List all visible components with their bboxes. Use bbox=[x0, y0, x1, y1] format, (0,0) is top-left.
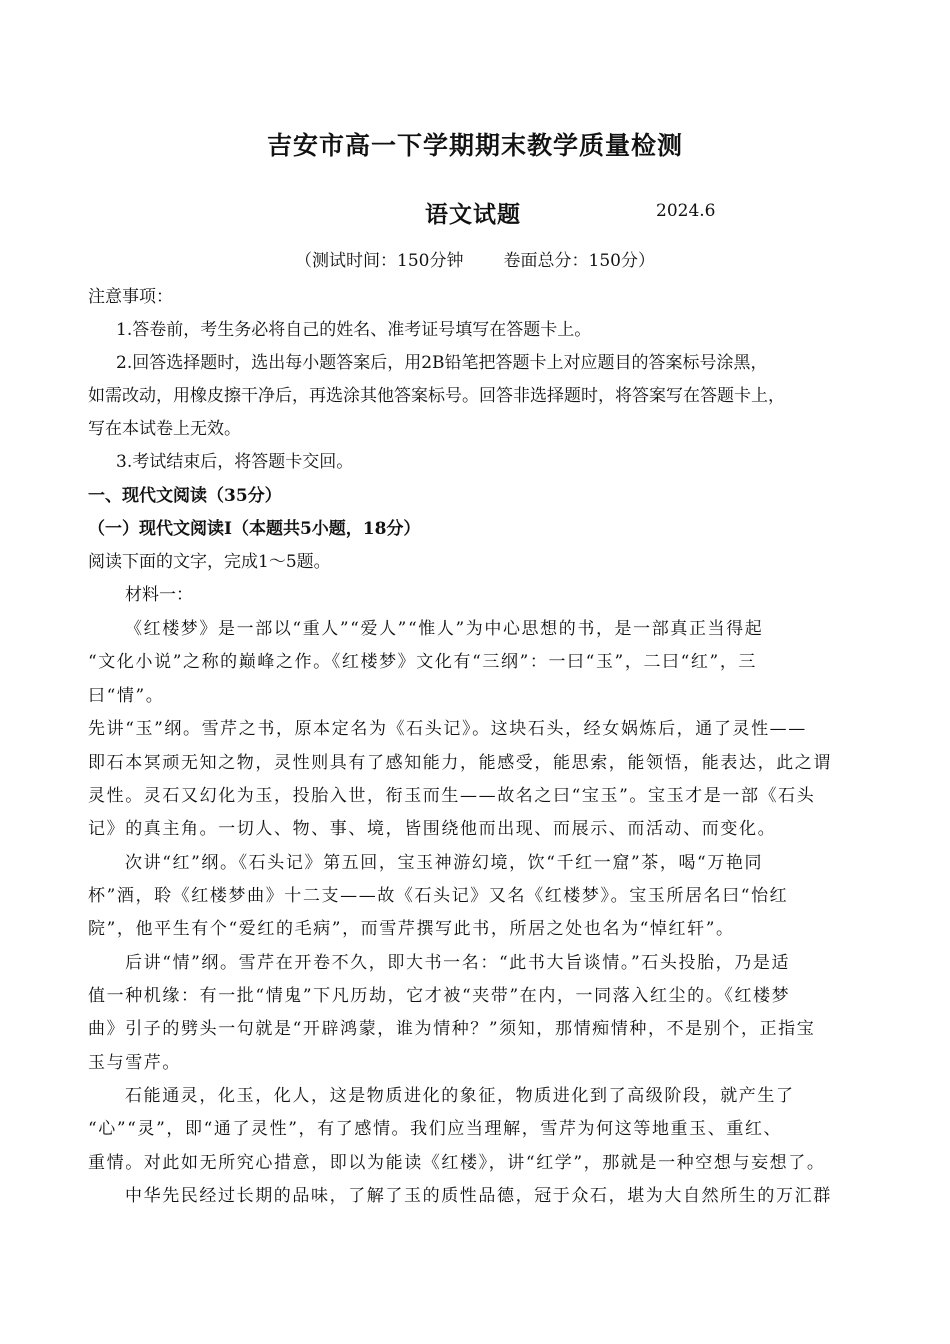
notice-heading: 注意事项： bbox=[88, 287, 173, 307]
text-line: “文化小说”之称的巅峰之作。《红楼梦》文化有“三纲”：一曰“玉”，二曰“红”，三 bbox=[88, 652, 758, 672]
text-line: 记》的真主角。一切人、物、事、境，皆围绕他而出现、而展示、而活动、而变化。 bbox=[88, 819, 777, 839]
notice-line: 2.回答选择题时，选出每小题答案后，用2B铅笔把答题卡上对应题目的答案标号涂黑， bbox=[116, 353, 768, 373]
instruction: 阅读下面的文字，完成1～5题。 bbox=[88, 552, 331, 572]
text-line: 《红楼梦》是一部以“重人”“爱人”“惟人”为中心思想的书，是一部真正当得起 bbox=[125, 619, 764, 639]
text-line: 后讲“情”纲。雪芹在开卷不久，即大书一名：“此书大旨谈情。”石头投胎，乃是适 bbox=[125, 953, 791, 973]
text-line: 曰“情”。 bbox=[88, 686, 165, 706]
text-line: 即石本冥顽无知之物，灵性则具有了感知能力，能感受，能思索，能领悟，能表达，此之谓 bbox=[88, 753, 832, 773]
material-label: 材料一： bbox=[125, 585, 193, 605]
exam-date: 2024.6 bbox=[656, 201, 716, 221]
exam-title: 吉安市高一下学期期末教学质量检测 bbox=[266, 131, 683, 160]
text-line: 中华先民经过长期的品味，了解了玉的质性品德，冠于众石，堪为大自然所生的万汇群 bbox=[125, 1186, 832, 1206]
text-line: 杯”酒，聆《红楼梦曲》十二支——故《石头记》又名《红楼梦》。宝玉所居名曰“怡红 bbox=[88, 886, 789, 906]
notice-line: 写在本试卷上无效。 bbox=[88, 419, 241, 439]
exam-time: （测试时间：150分钟 bbox=[295, 251, 464, 271]
subtitle-row bbox=[0, 196, 950, 228]
text-line: 院”，他平生有个“爱红的毛病”，而雪芹撰写此书，所居之处也名为“悼红轩”。 bbox=[88, 919, 735, 939]
text-line: 重情。对此如无所究心措意，即以为能读《红楼》，讲“红学”，那就是一种空想与妄想了。 bbox=[88, 1153, 826, 1173]
text-line: 石能通灵，化玉，化人，这是物质进化的象征，物质进化到了高级阶段，就产生了 bbox=[125, 1086, 795, 1106]
text-line: “心”“灵”，即“通了灵性”，有了感情。我们应当理解，雪芹为何这等地重玉、重红、 bbox=[88, 1119, 783, 1139]
subsection-heading: （一）现代文阅读Ⅰ（本题共5小题，18分） bbox=[88, 519, 421, 539]
text-line: 玉与雪芹。 bbox=[88, 1053, 181, 1073]
exam-score: 卷面总分：150分） bbox=[503, 251, 655, 271]
text-line: 值一种机缘：有一批“情鬼”下凡历劫，它才被“夹带”在内，一同落入红尘的。《红楼梦 bbox=[88, 986, 791, 1006]
subject-title: 语文试题 bbox=[425, 201, 521, 228]
text-line: 曲》引子的劈头一句就是“开辟鸿蒙，谁为情种？”须知，那情痴情种，不是别个，正指宝 bbox=[88, 1019, 816, 1039]
exam-info bbox=[0, 246, 950, 271]
notice-line: 3.考试结束后，将答题卡交回。 bbox=[116, 452, 354, 472]
text-line: 灵性。灵石又幻化为玉，投胎入世，衔玉而生——故名之曰“宝玉”。宝玉才是一部《石头 bbox=[88, 786, 816, 806]
text-line: 次讲“红”纲。《石头记》第五回，宝玉神游幻境，饮“千红一窟”茶，喝“万艳同 bbox=[125, 853, 764, 873]
notice-line: 1.答卷前，考生务必将自己的姓名、准考证号填写在答题卡上。 bbox=[116, 320, 592, 340]
notice-line: 如需改动，用橡皮擦干净后，再选涂其他答案标号。回答非选择题时，将答案写在答题卡上， bbox=[88, 386, 785, 406]
text-line: 先讲“玉”纲。雪芹之书，原本定名为《石头记》。这块石头，经女娲炼后，通了灵性—— bbox=[88, 719, 807, 739]
section-heading: 一、现代文阅读（35分） bbox=[88, 486, 282, 506]
